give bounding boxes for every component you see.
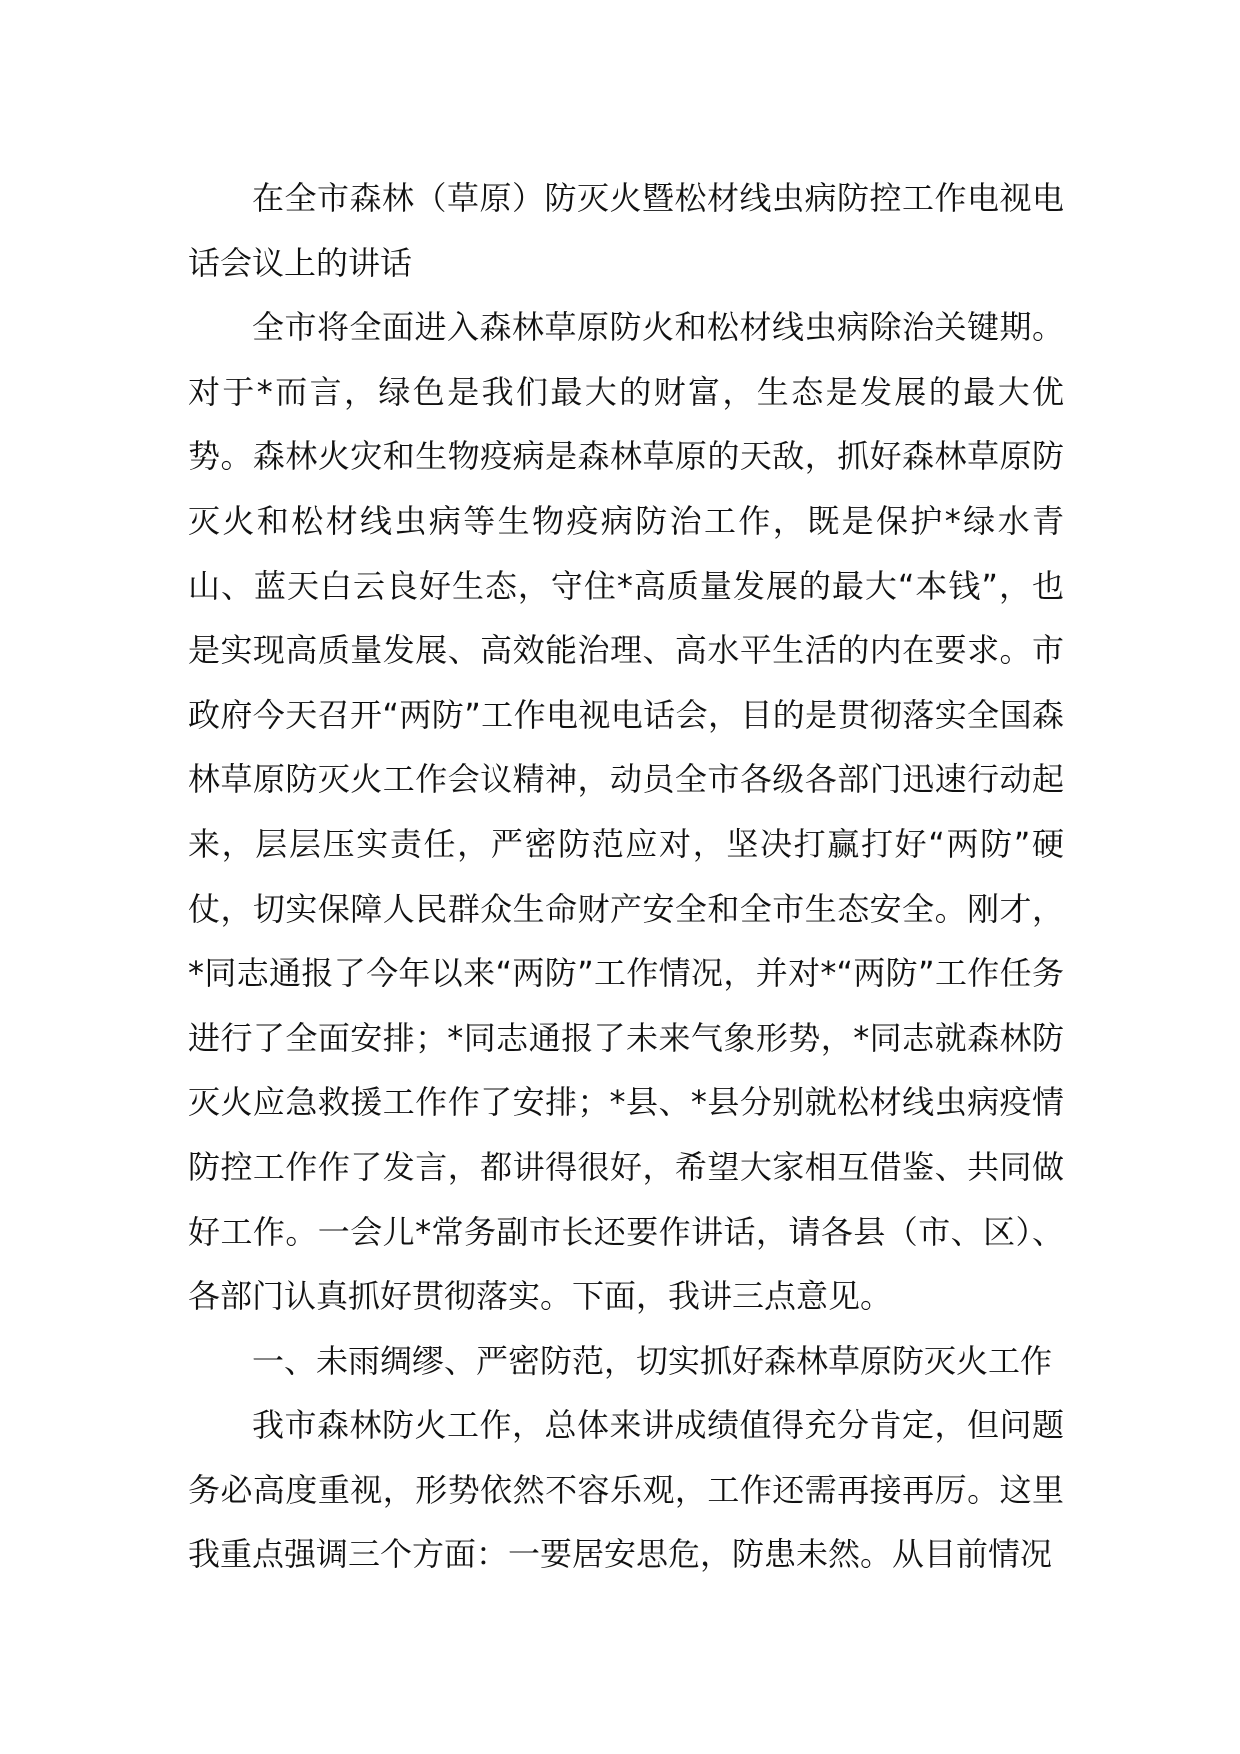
section-heading-1: 一、未雨绸缪、严密防范，切实抓好森林草原防灭火工作 [252, 1341, 1053, 1380]
paragraph-section-1: 我市森林防火工作，总体来讲成绩值得充分肯定，但问题务必高度重视，形势依然不容乐观，工作还需再接再厉。这里我重点强调三个方面：一要居安思危，防患未然。从目前情况 [188, 1406, 1064, 1574]
document-title: 在全市森林（草原）防灭火暨松材线虫病防控工作电视电话会议上的讲话 [188, 179, 1064, 282]
document-body [188, 166, 1064, 1587]
paragraph-intro: 全市将全面进入森林草原防火和松材线虫病除治关键期。对于*而言，绿色是我们最大的财富，生态是发展的最大优势。森林火灾和生物疫病是森林草原的天敌，抓好森林草原防灭火和松材线虫病等生物疫病防治工作，既是保护*绿水青山、蓝天白云良好生态，守住*高质量发展的最大“本钱”，也是实现高质量发展、高效能治理、高水平生活的内在要求。市政府今天召开“两防”工作电视电话会，目的是贯彻落实全国森林草原防灭火工作会议精神，动员全市各级各部门迅速行动起来，层层压实责任，严密防范应对，坚决打赢打好“两防”硬仗，切实保障人民群众生命财产安全和全市生态安全。刚才，*同志通报了今年以来“两防”工作情况，并对*“两防”工作任务进行了全面安排；*同志通报了未来气象形势，*同志就森林防灭火应急救援工作作了安排；*县、*县分别就松材线虫病疫情防控工作作了发言，都讲得很好，希望大家相互借鉴、共同做好工作。一会儿*常务副市长还要作讲话，请各县（市、区）、各部门认真抓好贯彻落实。下面，我讲三点意见。 [188, 308, 1064, 1316]
